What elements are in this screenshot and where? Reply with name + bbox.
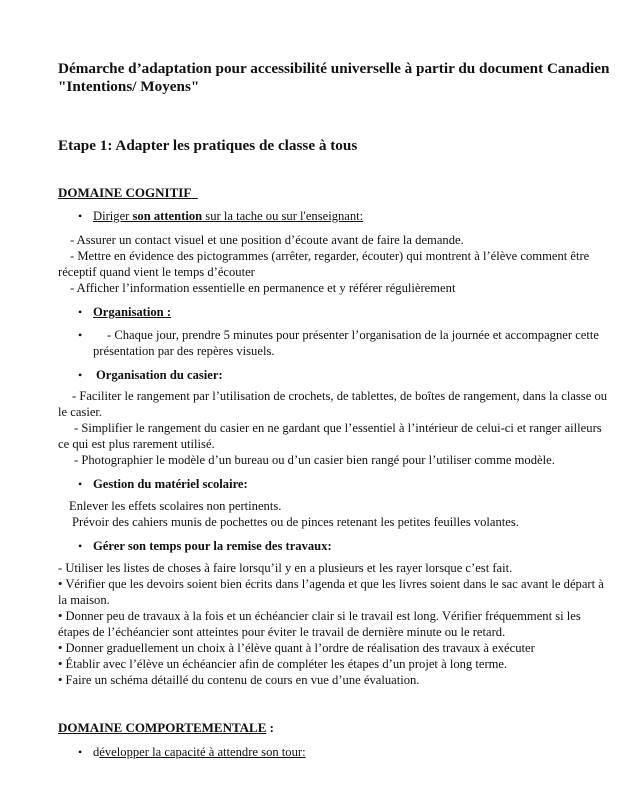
temps-line-7: • Établir avec l’élève un échéancier afin de compléter les étapes d’un projet à long terme. xyxy=(58,657,508,671)
attention-item-3: - Afficher l’information essentielle en permanence et y référer régulièrement xyxy=(70,281,456,295)
casier-heading: Organisation du casier: xyxy=(96,368,223,382)
bullet-icon: • xyxy=(78,539,83,553)
bullet-icon: • xyxy=(78,745,83,759)
temps-line-6: • Donner graduellement un choix à l’élève quant à l’ordre de réalisation des travaux à exécuter xyxy=(58,641,535,655)
step-1-heading: Etape 1: Adapter les pratiques de classe à tous xyxy=(58,137,358,154)
temps-heading: Gérer son temps pour la remise des travaux: xyxy=(93,539,332,553)
materiel-line-2: Prévoir des cahiers munis de pochettes ou de pinces retenant les petites feuilles volantes. xyxy=(72,515,519,529)
attention-bold: son attention xyxy=(132,209,203,223)
organisation-item-line-1: - Chaque jour, prendre 5 minutes pour présenter l’organisation de la journée et accompagner cette xyxy=(107,328,599,342)
bullet-icon: • xyxy=(78,328,83,342)
bullet-icon: • xyxy=(78,209,83,223)
materiel-heading: Gestion du matériel scolaire: xyxy=(93,477,248,491)
casier-line-4: ce qui est plus rarement utilisé. xyxy=(58,437,215,451)
bullet-icon: • xyxy=(78,368,83,382)
document-title-line-2: "Intentions/ Moyens" xyxy=(58,78,200,95)
temps-line-1: - Utiliser les listes de choses à faire lorsqu’il y en a plusieurs et les rayer lorsque c’est fait. xyxy=(58,561,513,575)
behavioral-item xyxy=(93,744,306,760)
bullet-icon: • xyxy=(78,477,83,491)
cognitive-domain-heading-text: DOMAINE COGNITIF xyxy=(58,185,192,200)
behavioral-domain-heading-suffix: : xyxy=(266,720,274,735)
behavioral-domain-heading xyxy=(58,720,274,736)
casier-line-1: - Faciliter le rangement par l’utilisation de crochets, de tablettes, de boîtes de rangement, dans la classe ou xyxy=(72,389,608,403)
temps-line-4: • Donner peu de travaux à la fois et un échéancier clair si le travail est long. Vérifier fréquemment si les xyxy=(58,609,581,623)
temps-line-2: • Vérifier que les devoirs soient bien écrits dans l’agenda et que les livres soient dans le sac avant le départ à xyxy=(58,577,604,591)
temps-line-5: étapes de l’échéancier sont atteintes pour éviter le travail de dernière minute ou le retard. xyxy=(58,625,506,639)
organisation-item-line-2: présentation par des repères visuels. xyxy=(93,344,275,358)
casier-line-3: - Simplifier le rangement du casier en ne gardant que l’essentiel à l’intérieur de celui-ci et ranger ailleurs xyxy=(74,421,602,435)
bullet-icon: • xyxy=(78,305,83,319)
cognitive-domain-heading xyxy=(58,185,198,201)
organisation-heading: Organisation : xyxy=(93,305,172,319)
behavioral-item-rest: évelopper la capacité à attendre son tour: xyxy=(99,745,306,759)
attention-item-2: - Mettre en évidence des pictogrammes (arrêter, regarder, écouter) qui montrent à l’élève comment être xyxy=(70,249,590,263)
behavioral-item-first-letter: d xyxy=(93,745,100,759)
materiel-line-1: Enlever les effets scolaires non pertinents. xyxy=(69,499,282,513)
casier-line-2: le casier. xyxy=(58,405,103,419)
attention-pre: Diriger xyxy=(93,209,133,223)
attention-post: sur la tache ou sur l'enseignant: xyxy=(202,209,364,223)
casier-line-5: - Photographier le modèle d’un bureau ou d’un casier bien rangé pour l’utiliser comme modèle. xyxy=(74,453,555,467)
temps-line-3: la maison. xyxy=(58,593,110,607)
attention-subheading xyxy=(93,208,363,224)
document-title-line-1: Démarche d’adaptation pour accessibilité universelle à partir du document Canadien xyxy=(58,60,610,77)
behavioral-domain-heading-text: DOMAINE COMPORTEMENTALE xyxy=(58,720,267,735)
attention-item-1: - Assurer un contact visuel et une position d’écoute avant de faire la demande. xyxy=(70,233,464,247)
temps-line-8: • Faire un schéma détaillé du contenu de cours en vue d’une évaluation. xyxy=(58,673,420,687)
attention-item-2-cont: réceptif quand vient le temps d’écouter xyxy=(58,265,255,279)
